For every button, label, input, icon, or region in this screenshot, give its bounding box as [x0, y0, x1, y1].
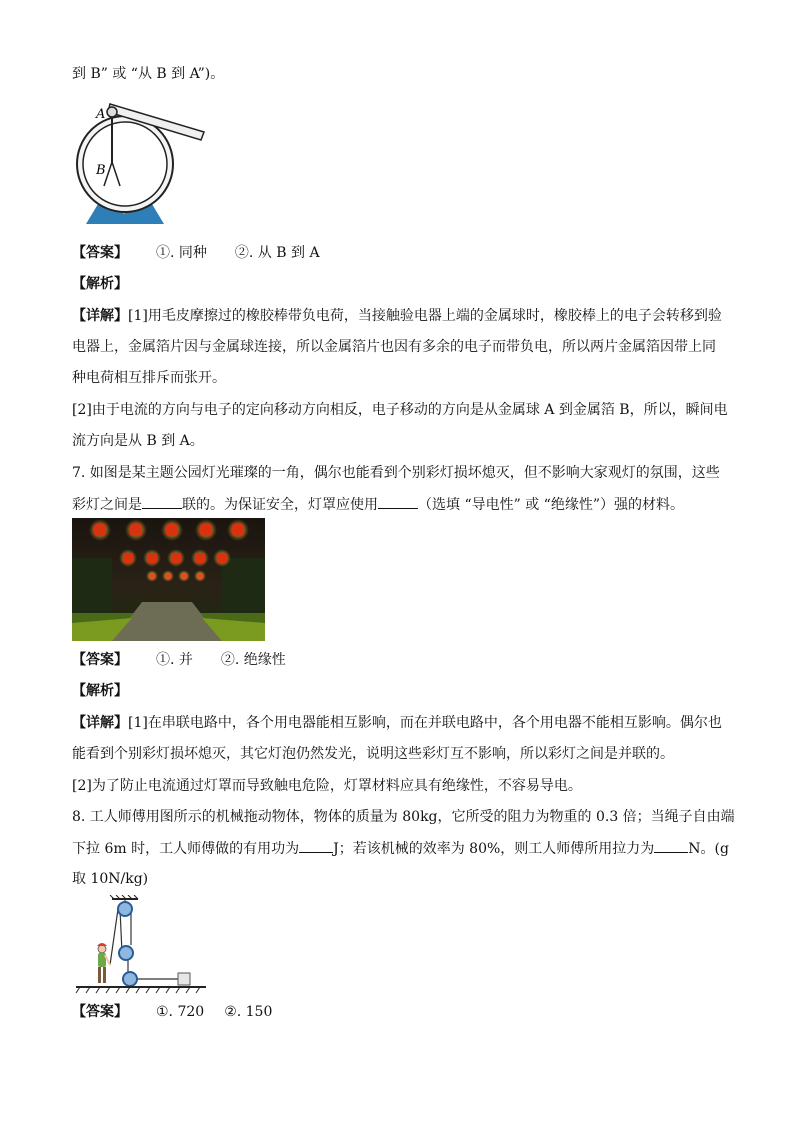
q6-answer-1: ①. 同种: [156, 245, 207, 261]
q8-answer: [72, 1002, 272, 1022]
worker-figure: [97, 943, 110, 983]
q7-detail-1b: 能看到个别彩灯损坏熄灭，其它灯泡仍然发光，说明这些彩灯互不影响，所以彩灯之间是并联的。: [72, 746, 674, 762]
q8-stem-2c: N。(g: [688, 841, 729, 857]
answer-tag: 【答案】: [72, 652, 128, 668]
answer-blank: [654, 838, 688, 853]
q7-stem-2a: 彩灯之间是: [72, 497, 142, 513]
label-a: A: [96, 107, 106, 122]
q6-answer-2: ②. 从 B 到 A: [234, 245, 320, 261]
q7-detail-1a: [72, 713, 722, 733]
q7-answer-1: ①. 并: [156, 652, 193, 668]
q7-answer: [72, 650, 286, 670]
answer-blank: [378, 494, 418, 509]
answer-blank: [299, 838, 333, 853]
object-block: [178, 973, 190, 985]
q6-detail-2a: [2]由于电流的方向与电子的定向移动方向相反，电子移动的方向是从金属球 A 到金属箔 B，所以，瞬间电: [72, 402, 728, 418]
label-b: B: [96, 163, 106, 178]
ground-pulley-icon: [123, 972, 137, 986]
q8-stem-3: 取 10N/kg): [72, 871, 149, 887]
q6-answer: [72, 243, 320, 263]
answer-blank: [142, 494, 182, 509]
movable-pulley-icon: [119, 946, 133, 960]
detail-tag: 【详解】: [72, 308, 128, 324]
q7-stem-2c: （选填 “导电性” 或 “绝缘性”）强的材料。: [418, 497, 684, 513]
q7-stem-2b: 联的。为保证安全，灯罩应使用: [182, 497, 378, 513]
q8-answer-2: ②. 150: [224, 1004, 273, 1020]
q7-stem-2: [72, 494, 684, 515]
pulley-figure: [70, 895, 210, 997]
q6-detail-text-1a: [1]用毛皮摩擦过的橡胶棒带负电荷，当接触验电器上端的金属球时，橡胶棒上的电子会转移到验: [128, 308, 722, 324]
q7-detail-text-1a: [1]在串联电路中，各个用电器能相互影响，而在并联电路中，各个用电器不能相互影响。偶尔也: [128, 715, 722, 731]
detail-tag: 【详解】: [72, 715, 128, 731]
q6-detail-1b: 电器上，金属箔片因与金属球连接，所以金属箔片也因有多余的电子而带负电，所以两片金属箔因带上同: [72, 339, 716, 355]
q6-detail-1c: 种电荷相互排斥而张开。: [72, 370, 226, 386]
q6-continuation: 到 B” 或 “从 B 到 A”)。: [72, 66, 225, 82]
q7-answer-2: ②. 绝缘性: [220, 652, 286, 668]
q7-analysis-tag: 【解析】: [72, 683, 128, 699]
park-lights-photo: [72, 518, 265, 641]
q8-answer-1: ①. 720: [156, 1004, 205, 1020]
fixed-pulley-icon: [118, 902, 132, 916]
q8-stem-2a: 下拉 6m 时，工人师傅做的有用功为: [72, 841, 300, 857]
q6-analysis-tag: 【解析】: [72, 276, 128, 292]
q7-stem-1: 7. 如图是某主题公园灯光璀璨的一角，偶尔也能看到个别彩灯损坏熄灭，但不影响大家观灯的氛围，这些: [72, 465, 720, 481]
q8-stem-2b: J；若该机械的效率为 80%，则工人师傅所用拉力为: [333, 841, 655, 857]
answer-tag: 【答案】: [72, 245, 128, 261]
answer-tag: 【答案】: [72, 1004, 128, 1020]
q6-detail-1a: [72, 306, 722, 326]
metal-ball: [107, 107, 117, 117]
q8-stem-1: 8. 工人师傅用图所示的机械拖动物体，物体的质量为 80kg，它所受的阻力为物重的 0.3 倍；当绳子自由端: [72, 809, 735, 825]
electroscope-figure: [68, 98, 208, 228]
q7-detail-2: [2]为了防止电流通过灯罩而导致触电危险，灯罩材料应具有绝缘性，不容易导电。: [72, 778, 582, 794]
q8-stem-2: [72, 838, 729, 859]
q6-detail-2b: 流方向是从 B 到 A。: [72, 433, 204, 449]
